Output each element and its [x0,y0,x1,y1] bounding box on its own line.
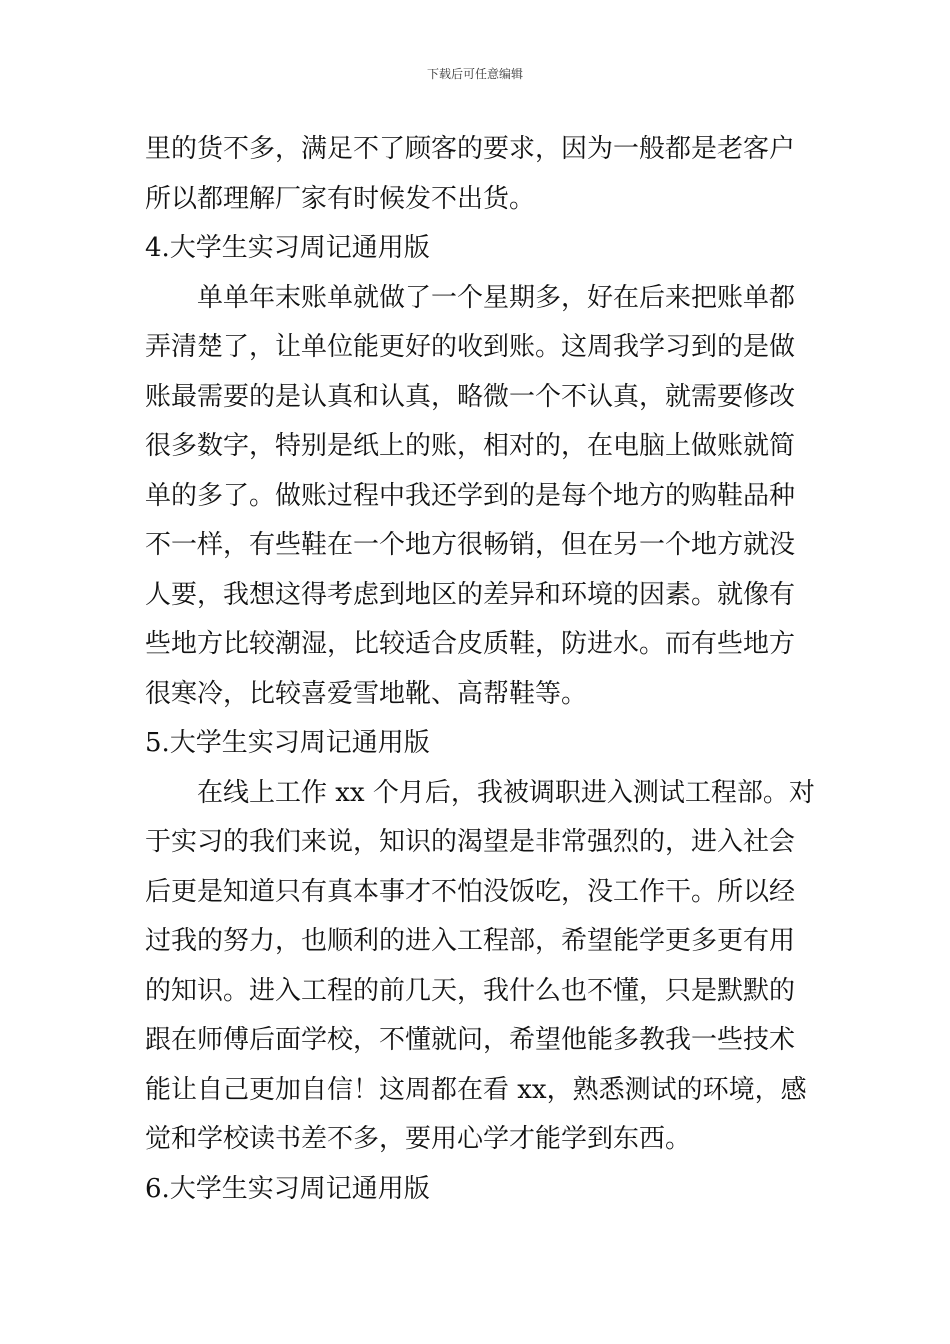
paragraph-line: 能让自己更加自信！这周都在看 xx，熟悉测试的环境，感 [145,1074,807,1105]
paragraph-line: 人要，我想这得考虑到地区的差异和环境的因素。就像有 [145,579,796,610]
page-header: 下载后可任意编辑 [426,67,523,81]
paragraph-line: 不一样，有些鞋在一个地方很畅销，但在另一个地方就没 [145,530,796,560]
paragraph-first-line: 在线上工作 xx 个月后，我被调职进入测试工程部。对 [197,777,815,808]
paragraph-line: 觉和学校读书差不多，要用心学才能学到东西。 [145,1124,692,1154]
paragraph-line: 单的多了。做账过程中我还学到的是每个地方的购鞋品种 [145,480,796,511]
document-body [145,125,815,1214]
paragraph-line: 后更是知道只有真本事才不怕没饭吃，没工作干。所以经 [145,876,796,907]
paragraph-line: 很多数字，特别是纸上的账，相对的，在电脑上做账就简 [145,431,796,461]
paragraph-line: 跟在师傅后面学校，不懂就问，希望他能多教我一些技术 [145,1025,796,1055]
paragraph-line: 过我的努力，也顺利的进入工程部，希望能学更多更有用 [145,926,796,956]
paragraph-line: 于实习的我们来说，知识的渴望是非常强烈的，进入社会 [145,827,796,857]
paragraph-line: 很寒冷，比较喜爱雪地靴、高帮鞋等。 [145,678,588,709]
paragraph-line: 弄清楚了，让单位能更好的收到账。这周我学习到的是做 [145,332,796,362]
paragraph-line: 账最需要的是认真和认真，略微一个不认真，就需要修改 [145,381,796,412]
section-heading-5: 5.大学生实习周记通用版 [145,728,430,758]
paragraph-line: 里的货不多，满足不了顾客的要求，因为一般都是老客户 [145,134,796,164]
section-heading-4: 4.大学生实习周记通用版 [145,233,430,263]
paragraph-line: 所以都理解厂家有时候发不出货。 [145,183,536,214]
section-heading-6: 6.大学生实习周记通用版 [145,1173,430,1204]
paragraph-line: 些地方比较潮湿，比较适合皮质鞋，防进水。而有些地方 [145,629,796,659]
paragraph-first-line: 单单年末账单就做了一个星期多，好在后来把账单都 [197,282,796,313]
paragraph-line: 的知识。进入工程的前几天，我什么也不懂，只是默默的 [145,975,796,1006]
